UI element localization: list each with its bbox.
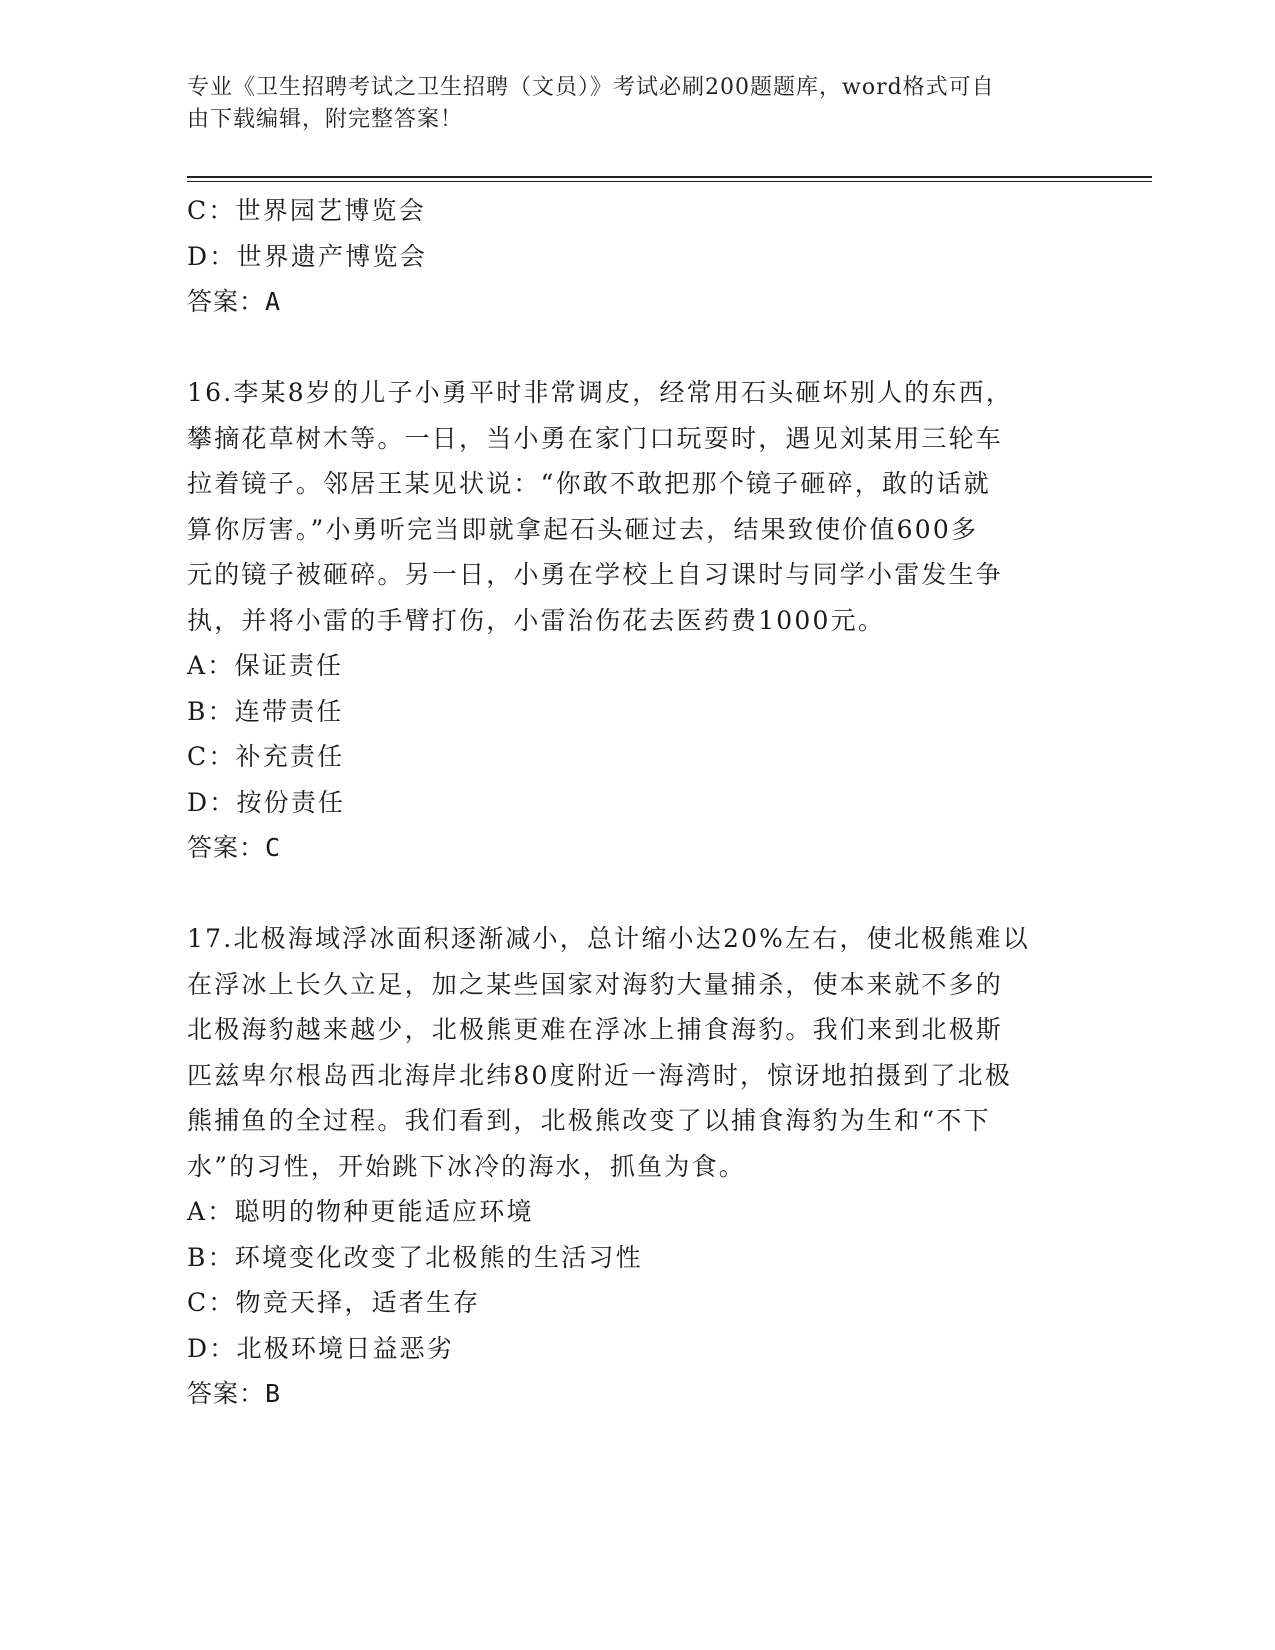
option-b: B：环境变化改变了北极熊的生活习性 — [187, 1242, 643, 1272]
option-c: C：补充责任 — [187, 742, 345, 771]
option-b: B：连带责任 — [187, 696, 344, 726]
header-line-2: 由下载编辑，附完整答案！ — [187, 107, 464, 132]
question-17-line-3: 北极海豹越来越少，北极熊更难在浮冰上捕食海豹。我们来到北极斯 — [187, 1015, 1004, 1044]
question-16-line-6: 执，并将小雷的手臂打伤，小雷治伤花去医药费1000元。 — [187, 605, 886, 635]
question-16-line-2: 攀摘花草树木等。一日，当小勇在家门口玩耍时，遇见刘某用三轮车 — [187, 423, 1004, 453]
previous-question-tail — [187, 188, 1067, 325]
question-16-line-4: 算你厉害。”小勇听完当即就拿起石头砸过去，结果致使价值600多 — [187, 514, 979, 544]
option-d: D：世界遗产博览会 — [187, 241, 427, 271]
question-16 — [187, 370, 1067, 871]
spacer — [187, 871, 1067, 917]
answer-line: 答案：B — [187, 1379, 282, 1408]
question-16-line-1: 16.李某8岁的儿子小勇平时非常调皮，经常用石头砸坏别人的东西， — [187, 378, 1014, 407]
option-a: A：聪明的物种更能适应环境 — [187, 1197, 534, 1226]
document-body — [187, 188, 1067, 1417]
question-17-line-4: 匹兹卑尔根岛西北海岸北纬80度附近一海湾时，惊讶地拍摄到了北极 — [187, 1060, 1013, 1090]
option-a: A：保证责任 — [187, 651, 344, 680]
answer-line: 答案：C — [187, 833, 282, 862]
spacer — [187, 325, 1067, 371]
header-rule-thick — [187, 176, 1152, 178]
question-16-line-5: 元的镜子被砸碎。另一日，小勇在学校上自习课时与同学小雷发生争 — [187, 560, 1004, 589]
option-c: C：物竞天择，适者生存 — [187, 1288, 481, 1317]
question-17-line-1: 17.北极海域浮冰面积逐渐减小，总计缩小达20%左右，使北极熊难以 — [187, 924, 1030, 953]
option-d: D：按份责任 — [187, 787, 346, 817]
header-rule-thin — [187, 181, 1152, 182]
answer-line: 答案：A — [187, 287, 282, 316]
option-c: C：世界园艺博览会 — [187, 196, 426, 225]
question-17 — [187, 916, 1067, 1417]
option-d: D：北极环境日益恶劣 — [187, 1333, 455, 1363]
header-line-1: 专业《卫生招聘考试之卫生招聘（文员）》考试必刷200题题库，word格式可自 — [187, 75, 995, 100]
question-17-line-5: 熊捕鱼的全过程。我们看到，北极熊改变了以捕食海豹为生和“不下 — [187, 1106, 991, 1135]
question-16-line-3: 拉着镜子。邻居王某见状说：“你敢不敢把那个镜子砸碎，敢的话就 — [187, 469, 991, 498]
page-header — [187, 72, 1067, 136]
question-17-line-6: 水”的习性，开始跳下冰冷的海水，抓鱼为食。 — [187, 1151, 746, 1181]
question-17-line-2: 在浮冰上长久立足，加之某些国家对海豹大量捕杀，使本来就不多的 — [187, 969, 1004, 999]
